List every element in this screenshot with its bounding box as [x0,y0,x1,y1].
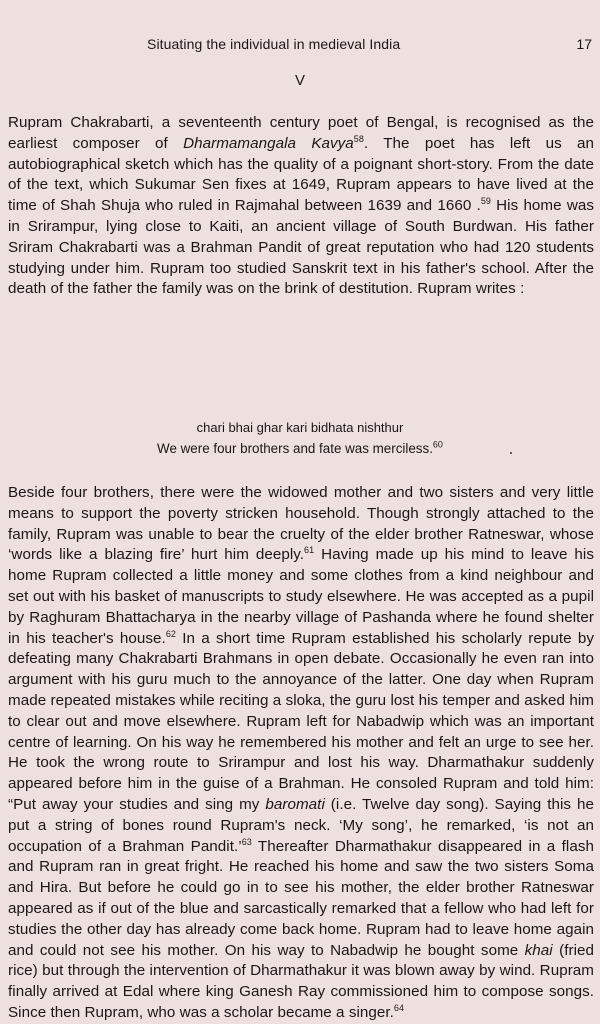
paragraph-text: In a short time Rupram established his scholarly repute by defeating many Chakrabarti Brahmans in open debate. Occasionally he even ran into argument with his guru much to the annoyance of the latter. One day when Rupram made repeated mistakes while reciting a sloka, the guru lost his temper and asked him to clear out and move elsewhere. Rupram left for Nabadwip which was an important centre of learning. On his way he remembered his mother and felt an urge to see her. He took the wrong route to Srirampur and lost his way. Dharmathakur suddenly appeared before him in the guise of a Brahman. He consoled Rupram and told him: “Put away your studies and sing my [8,629,594,813]
paragraph-text: Having made up his mind to leave his home Rupram collected a little money and some clothes from a kind neighbour and set out with his basket of manuscripts to study elsewhere. He was accepted as a pupil by Raghuram Bhattacharya in the nearby village of Pashanda where he found shelter in his teacher's house. [8,546,594,647]
paragraph-text: (fried rice) but through the intervention of Dharmathakur it was blown away by wind. Rupram finally arrived at Edal where king Ganesh Ray commissioned him to compose songs. Since then Rupram, who was a scholar became a singer. [8,941,594,1021]
page-number: 17 [576,36,592,52]
paragraph-text: (i.e. Twelve day song). Saying this he put a string of bones round Rupram's neck. ‘My song’, he remarked, ‘is not an occupation of a Brahman Pandit.’ [8,795,594,855]
paragraph-text: His home was in Srirampur, lying close to Kaiti, an ancient village of South Burdwan. His father Sriram Chakrabarti was a Brahman Pandit of great reputation who had 120 students studying under him. Rupram too studied Sanskrit text in his father's school. After the death of the father the family was on the brink of destitution. Rupram writes : [8,197,594,298]
running-head [0,36,600,56]
paragraph-text: Beside four brothers, there were the widowed mother and two sisters and very little means to support the poverty stricken household. Though strongly attached to the family, Rupram was unable to bear the cruelty of the elder brother Ratneswar, whose ‘words like a blazing fire’ hurt him deeply. [8,484,594,564]
footnote-ref: 59 [480,196,491,207]
footnote-ref: 63 [241,836,252,847]
italic-term: khai [524,941,553,959]
verse-original: chari bhai ghar kari bidhata nishthur [196,420,404,435]
footnote-ref: 64 [393,1002,405,1013]
paragraph-text: . The poet has left us an autobiographical sketch which has the quality of a poignant short-story. From the date of the text, which Sukumar Sen fixes at 1649, Rupram appears to have lived at the time of Shah Shuja who ruled in Rajmahal between 1639 and 1660 . [8,134,595,215]
italic-term: baromati [265,795,325,813]
footnote-ref: 62 [165,628,176,639]
stray-mark [510,452,512,454]
body-paragraph [8,483,594,1024]
footnote-ref: 61 [304,545,315,556]
body-paragraph [8,113,594,300]
paragraph-text: Rupram Chakrabarti, a seventeenth century poet of Bengal, is recognised as the earliest composer of [8,114,594,152]
footnote-ref: 60 [432,439,443,450]
work-title: Dharmamangala Kavya [183,134,354,152]
running-title: Situating the individual in medieval India [147,36,401,52]
footnote-ref: 58 [353,133,364,144]
paragraph-text: Thereafter Dharmathakur disappeared in a flash and Rupram ran in great fright. He reached his home and saw the two sisters Soma and Hira. But before he could go in to see his mother, the elder brother Ratneswar appeared as if out of the blue and sarcastically remarked that a fellow who had left for studies the other day has already come back home. Rupram had to leave home again and could not see his mother. On his way to Nabadwip he bought some [8,837,594,959]
verse-translation-text: We were four brothers and fate was merciless. [157,441,433,456]
section-numeral: V [294,72,305,89]
